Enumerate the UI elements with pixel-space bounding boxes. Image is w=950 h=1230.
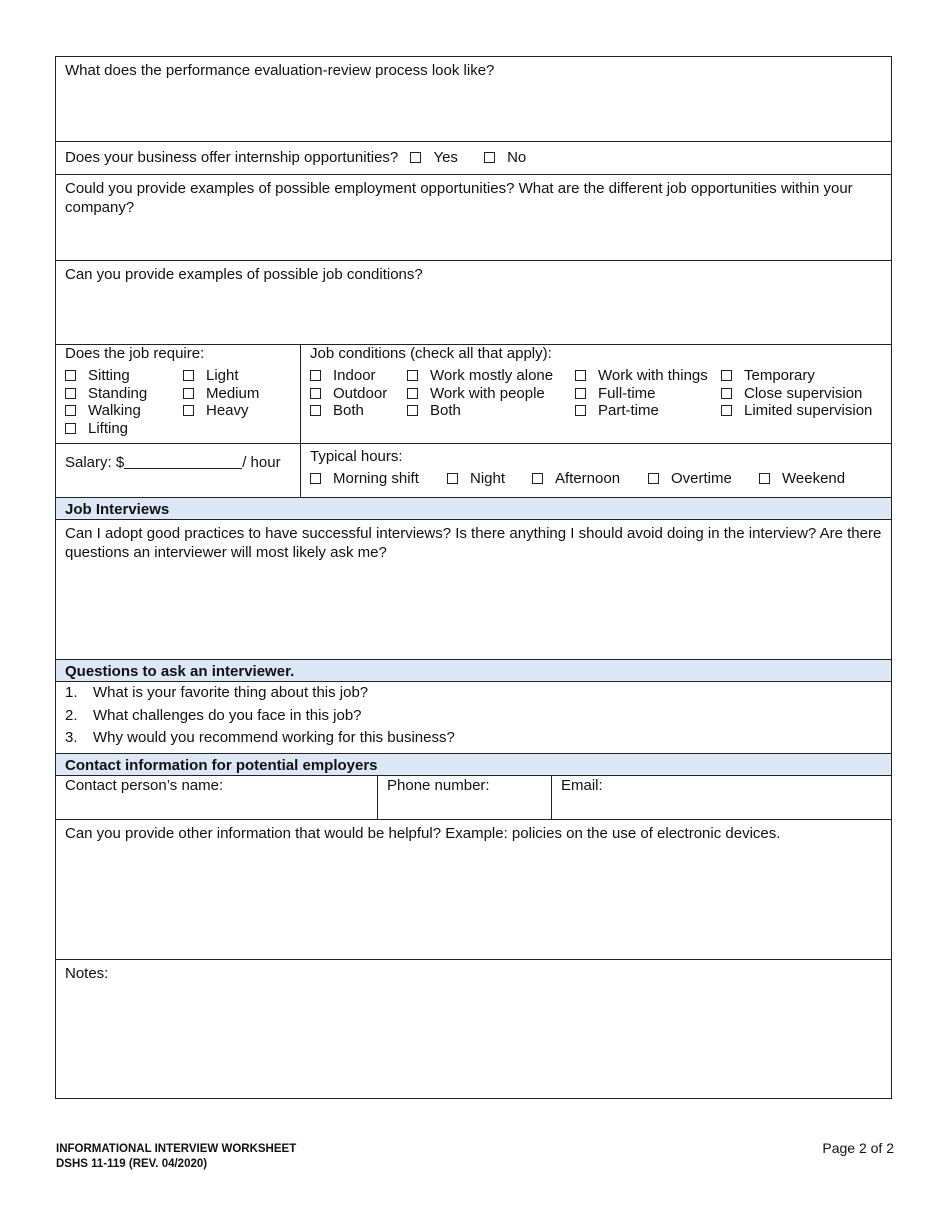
condition-option: Part-time (575, 402, 721, 420)
hours-option: Afternoon (532, 470, 648, 487)
require-option: Medium (183, 385, 259, 403)
conditions-field[interactable] (56, 261, 891, 345)
employment-field[interactable] (56, 175, 891, 261)
hours-checkbox[interactable] (447, 473, 458, 484)
footer-code: DSHS 11-119 (REV. 04/2020) (56, 1158, 208, 1170)
require-checkbox[interactable] (183, 405, 194, 416)
internship-no-label: No (507, 149, 527, 166)
conditions-col1 (310, 367, 407, 420)
condition-option: Full-time (575, 385, 721, 403)
list-item: 3. Why would you recommend working for this business? (65, 729, 455, 746)
condition-option: Work with people (407, 385, 575, 403)
interviews-field[interactable] (56, 520, 891, 660)
salary-hours-row (56, 444, 891, 498)
notes-field[interactable] (56, 960, 891, 1098)
require-checkbox[interactable] (65, 405, 76, 416)
contact-row (56, 776, 891, 820)
list-item: 1. What is your favorite thing about this job? (65, 684, 369, 701)
email-label: Email: (561, 777, 603, 794)
require-checkbox[interactable] (183, 388, 194, 399)
hours-option: Morning shift (310, 470, 447, 487)
require-checkbox[interactable] (183, 370, 194, 381)
job-require-title: Does the job require: (65, 345, 205, 362)
page-number: Page 2 of 2 (822, 1140, 894, 1156)
condition-checkbox[interactable] (310, 405, 321, 416)
interviews-question: Can I adopt good practices to have successful interviews? Is there anything I should avoid doing in the interview? Are there questions an interviewer will most likely ask me? (65, 525, 882, 561)
salary-label: Salary: $ (65, 454, 125, 471)
job-require-col2 (183, 367, 259, 420)
condition-checkbox[interactable] (407, 405, 418, 416)
require-option: Light (183, 367, 259, 385)
conditions-col4 (721, 367, 872, 420)
require-option: Heavy (183, 402, 259, 420)
hours-option: Weekend (759, 470, 845, 487)
condition-checkbox[interactable] (721, 370, 732, 381)
condition-option: Close supervision (721, 385, 872, 403)
notes-label: Notes: (65, 965, 109, 982)
other-info-field[interactable] (56, 820, 891, 960)
list-item: 2. What challenges do you face in this job? (65, 706, 362, 724)
condition-option: Both (310, 402, 407, 420)
require-option: Lifting (65, 420, 183, 438)
section-header-questions: Questions to ask an interviewer. (56, 660, 891, 682)
hours-title: Typical hours: (310, 448, 403, 465)
employment-question: Could you provide examples of possible employment opportunities? What are the different job opportunities within your company? (65, 180, 853, 216)
internship-yes-checkbox[interactable] (410, 152, 421, 163)
hours-checkbox[interactable] (648, 473, 659, 484)
hours-checkbox[interactable] (310, 473, 321, 484)
condition-option: Indoor (310, 367, 407, 385)
footer-form-id (56, 1142, 296, 1172)
require-option: Sitting (65, 367, 183, 385)
conditions-col2 (407, 367, 575, 420)
phone-field[interactable] (378, 776, 552, 819)
contact-name-label: Contact person’s name: (65, 777, 224, 794)
condition-checkbox[interactable] (721, 405, 732, 416)
condition-option: Both (407, 402, 575, 420)
condition-option: Outdoor (310, 385, 407, 403)
condition-checkbox[interactable] (407, 388, 418, 399)
require-checkbox[interactable] (65, 370, 76, 381)
salary-unit: / hour (242, 454, 281, 471)
footer-title: INFORMATIONAL INTERVIEW WORKSHEET (56, 1143, 297, 1155)
internship-row (56, 142, 891, 175)
job-require-cell (56, 345, 301, 443)
email-field[interactable] (552, 776, 891, 819)
condition-checkbox[interactable] (721, 388, 732, 399)
salary-cell (56, 444, 301, 497)
hours-option: Night (447, 470, 532, 487)
condition-option: Temporary (721, 367, 872, 385)
job-conditions-cell (301, 345, 891, 443)
worksheet-form (55, 56, 892, 1099)
hours-option: Overtime (648, 470, 759, 487)
condition-checkbox[interactable] (407, 370, 418, 381)
hours-options (310, 470, 882, 487)
condition-option: Work mostly alone (407, 367, 575, 385)
conditions-question: Can you provide examples of possible job conditions? (65, 266, 423, 283)
contact-name-field[interactable] (56, 776, 378, 819)
questions-list (56, 682, 891, 754)
require-option: Walking (65, 402, 183, 420)
condition-option: Limited supervision (721, 402, 872, 420)
perf-eval-field[interactable] (56, 57, 891, 142)
job-require-col1 (65, 367, 183, 437)
condition-checkbox[interactable] (310, 388, 321, 399)
condition-checkbox[interactable] (575, 388, 586, 399)
internship-no-checkbox[interactable] (484, 152, 495, 163)
condition-option: Work with things (575, 367, 721, 385)
require-option: Standing (65, 385, 183, 403)
condition-checkbox[interactable] (575, 405, 586, 416)
hours-cell (301, 444, 891, 497)
hours-checkbox[interactable] (759, 473, 770, 484)
section-header-interviews: Job Interviews (56, 498, 891, 520)
conditions-col3 (575, 367, 721, 420)
require-checkbox[interactable] (65, 423, 76, 434)
other-info-question: Can you provide other information that would be helpful? Example: policies on the use of electronic devices. (65, 825, 781, 842)
job-conditions-title: Job conditions (check all that apply): (310, 345, 552, 362)
section-header-contact: Contact information for potential employers (56, 754, 891, 776)
condition-checkbox[interactable] (310, 370, 321, 381)
salary-input[interactable] (124, 454, 242, 469)
job-details-row (56, 345, 891, 444)
perf-eval-question: What does the performance evaluation-review process look like? (65, 62, 495, 79)
internship-question: Does your business offer internship opportunities? (65, 149, 399, 166)
phone-label: Phone number: (387, 777, 490, 794)
condition-checkbox[interactable] (575, 370, 586, 381)
hours-checkbox[interactable] (532, 473, 543, 484)
require-checkbox[interactable] (65, 388, 76, 399)
internship-yes-label: Yes (433, 149, 458, 166)
